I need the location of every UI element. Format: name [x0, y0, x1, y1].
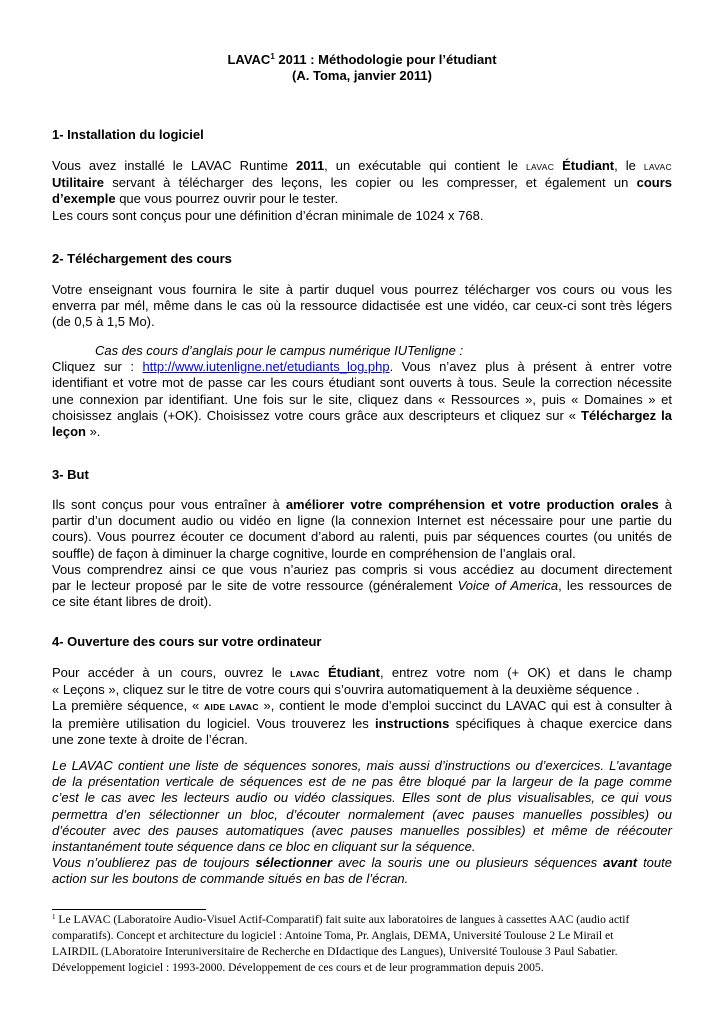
section-3-heading: 3- But [52, 467, 89, 482]
text-line: Pour accéder à un cours, ouvrez le LAVAC Étudiant, entrez votre nom (+ OK) et dans le champ [52, 665, 672, 680]
text-line: instantanément toute séquence dans ce bloc en cliquant sur la séquence. [52, 839, 476, 855]
document-subtitle: (A. Toma, janvier 2011) [292, 68, 432, 83]
text-line: Le LAVAC contient une liste de séquences sonores, mais aussi d’instructions ou d’exercices. L’avantage [52, 758, 672, 773]
text-line: une zone texte à droite de l’écran. [52, 731, 248, 747]
footnote-line: comparatifs). Concept et architecture du logiciel : Antoine Toma, Pr. Anglais, DEMA, Université Toulouse 2 Le Mirail et [52, 929, 614, 942]
text-line: La première séquence, « AIDE LAVAC », contient le mode d’emploi succinct du LAVAC qui est à consulter à [52, 698, 672, 714]
text-line: « Leçons », cliquez sur le titre de votre cours qui s’ouvrira automatiquement à la deuxième séquence . [52, 682, 640, 698]
text-line: souffle) de façon à diminuer la charge cognitive, lourde en compréhension de l’anglais oral. [52, 545, 576, 561]
text-line: Cliquez sur : http://www.iutenligne.net/etudiants_log.php. Vous n’avez plus à présent à entrer votre [52, 359, 672, 375]
text-line: Votre enseignant vous fournira le site à partir duquel vous pourrez télécharger vos cours ou vous les [52, 282, 672, 297]
text-line: une connexion par identifiant. Une fois sur le site, cliquez dans « Ressources », puis « Domaines » et [52, 391, 672, 407]
text-line: cours). Vous pourrez écouter ce document d’abord au ralenti, puis par séquences courtes (ou unités de [52, 529, 672, 545]
section-2-iutenligne-paragraph [52, 343, 672, 440]
section-2-paragraph [52, 282, 672, 331]
text-line: Vous n’oublierez pas de toujours sélectionner avec la souris une ou plusieurs séquences avant toute [52, 855, 672, 871]
title-text: LAVAC [227, 52, 271, 67]
section-1-heading: 1- Installation du logiciel [52, 127, 204, 142]
text-line: Utilitaire servant à télécharger des leçons, les copier ou les compresser, et également un cours [52, 175, 672, 191]
text-line: Cas des cours d’anglais pour le campus numérique IUTenligne : [95, 343, 464, 358]
text-line: de la présentation verticale de séquences est de ne pas être bloqué par la largeur de la page comme [52, 774, 672, 790]
text-line: ce site étant libres de droit). [52, 594, 212, 610]
text-line: choisissez anglais (+OK). Choisissez votre cours grâce aux descripteurs et cliquez sur « Téléchargez la [52, 407, 672, 423]
section-4-paragraph [52, 665, 672, 748]
text-line: enverra par mél, même dans le cas où la ressource didactisée est une vidéo, car ceux-ci sont très légers [52, 298, 672, 314]
text-line: Vous comprendrez ainsi ce que vous n’auriez pas compris si vous accédiez au document directement [52, 561, 672, 577]
footnote-marker: 1 [52, 913, 56, 921]
footnote-separator [52, 909, 206, 910]
text-line: d’écouter avec des pauses automatiques (avec pauses manuelles possibles) et même de réécouter [52, 822, 672, 838]
footnote-line: LAIRDIL (LAboratoire Interuniversitaire de Recherche en DIdactique des Langues), Université Toulouse 3 Paul Sabatier. [52, 945, 618, 958]
text-line: Ils sont conçus pour vous entraîner à améliorer votre compréhension et votre production orales à [52, 497, 672, 512]
text-line: par le lecteur proposé par le site de votre ressource (généralement Voice of America, les ressources de [52, 578, 673, 594]
text-line: (de 0,5 à 1,5 Mo). [52, 314, 155, 330]
section-1-paragraph [52, 158, 672, 224]
text-line: c’est le cas avec les lecteurs audio ou vidéo classiques. Elles sont de plus visualisables, ce qui vous [52, 790, 672, 806]
text-line: identifiant et votre mot de passe car les cours étudiant sont ouverts à tous. Seule la correction nécessite [52, 375, 672, 391]
text-line: la première utilisation du logiciel. Vous trouverez les instructions spécifiques à chaque exercice dans [52, 715, 672, 731]
section-4-italic-paragraph [52, 758, 672, 888]
text-line: Vous avez installé le LAVAC Runtime 2011, un exécutable qui contient le LAVAC Étudiant, le LAVAC [52, 158, 672, 173]
footnote-line: Développement logiciel : 1993-2000. Développement de ces cours et de leur programmation depuis 2005. [52, 961, 544, 974]
section-3-paragraph [52, 497, 672, 610]
text-line: partir d’un document audio ou vidéo en ligne (la connexion Internet est nécessaire pour une partie du [52, 513, 672, 529]
footnote [52, 912, 672, 976]
section-2-heading: 2- Téléchargement des cours [52, 251, 232, 266]
document-title [52, 52, 672, 68]
footnote-ref: 1 [270, 52, 275, 61]
title-text-rest: 2011 : Méthodologie pour l’étudiant [274, 52, 497, 67]
footnote-line: $^1$ Le LAVAC (Laboratoire Audio-Visuel Actif-Comparatif) fait suite aux laboratoires de langues à cassettes AAC (audio actif [52, 913, 630, 926]
text-line: permettra d’en sélectionner un bloc, d’écouter normalement (avec pauses manuelles possibles) ou [52, 806, 672, 822]
text-line: action sur les boutons de commande situés en bas de l’écran. [52, 871, 409, 887]
section-4-heading: 4- Ouverture des cours sur votre ordinateur [52, 634, 322, 649]
iutenligne-link[interactable]: http://www.iutenligne.net/etudiants_log.php [142, 359, 390, 375]
text-line: d’exemple que vous pourrez ouvrir pour le tester. [52, 191, 339, 207]
text-line: leçon ». [52, 424, 101, 440]
text-line: Les cours sont conçus pour une définition d’écran minimale de 1024 x 768. [52, 207, 484, 223]
